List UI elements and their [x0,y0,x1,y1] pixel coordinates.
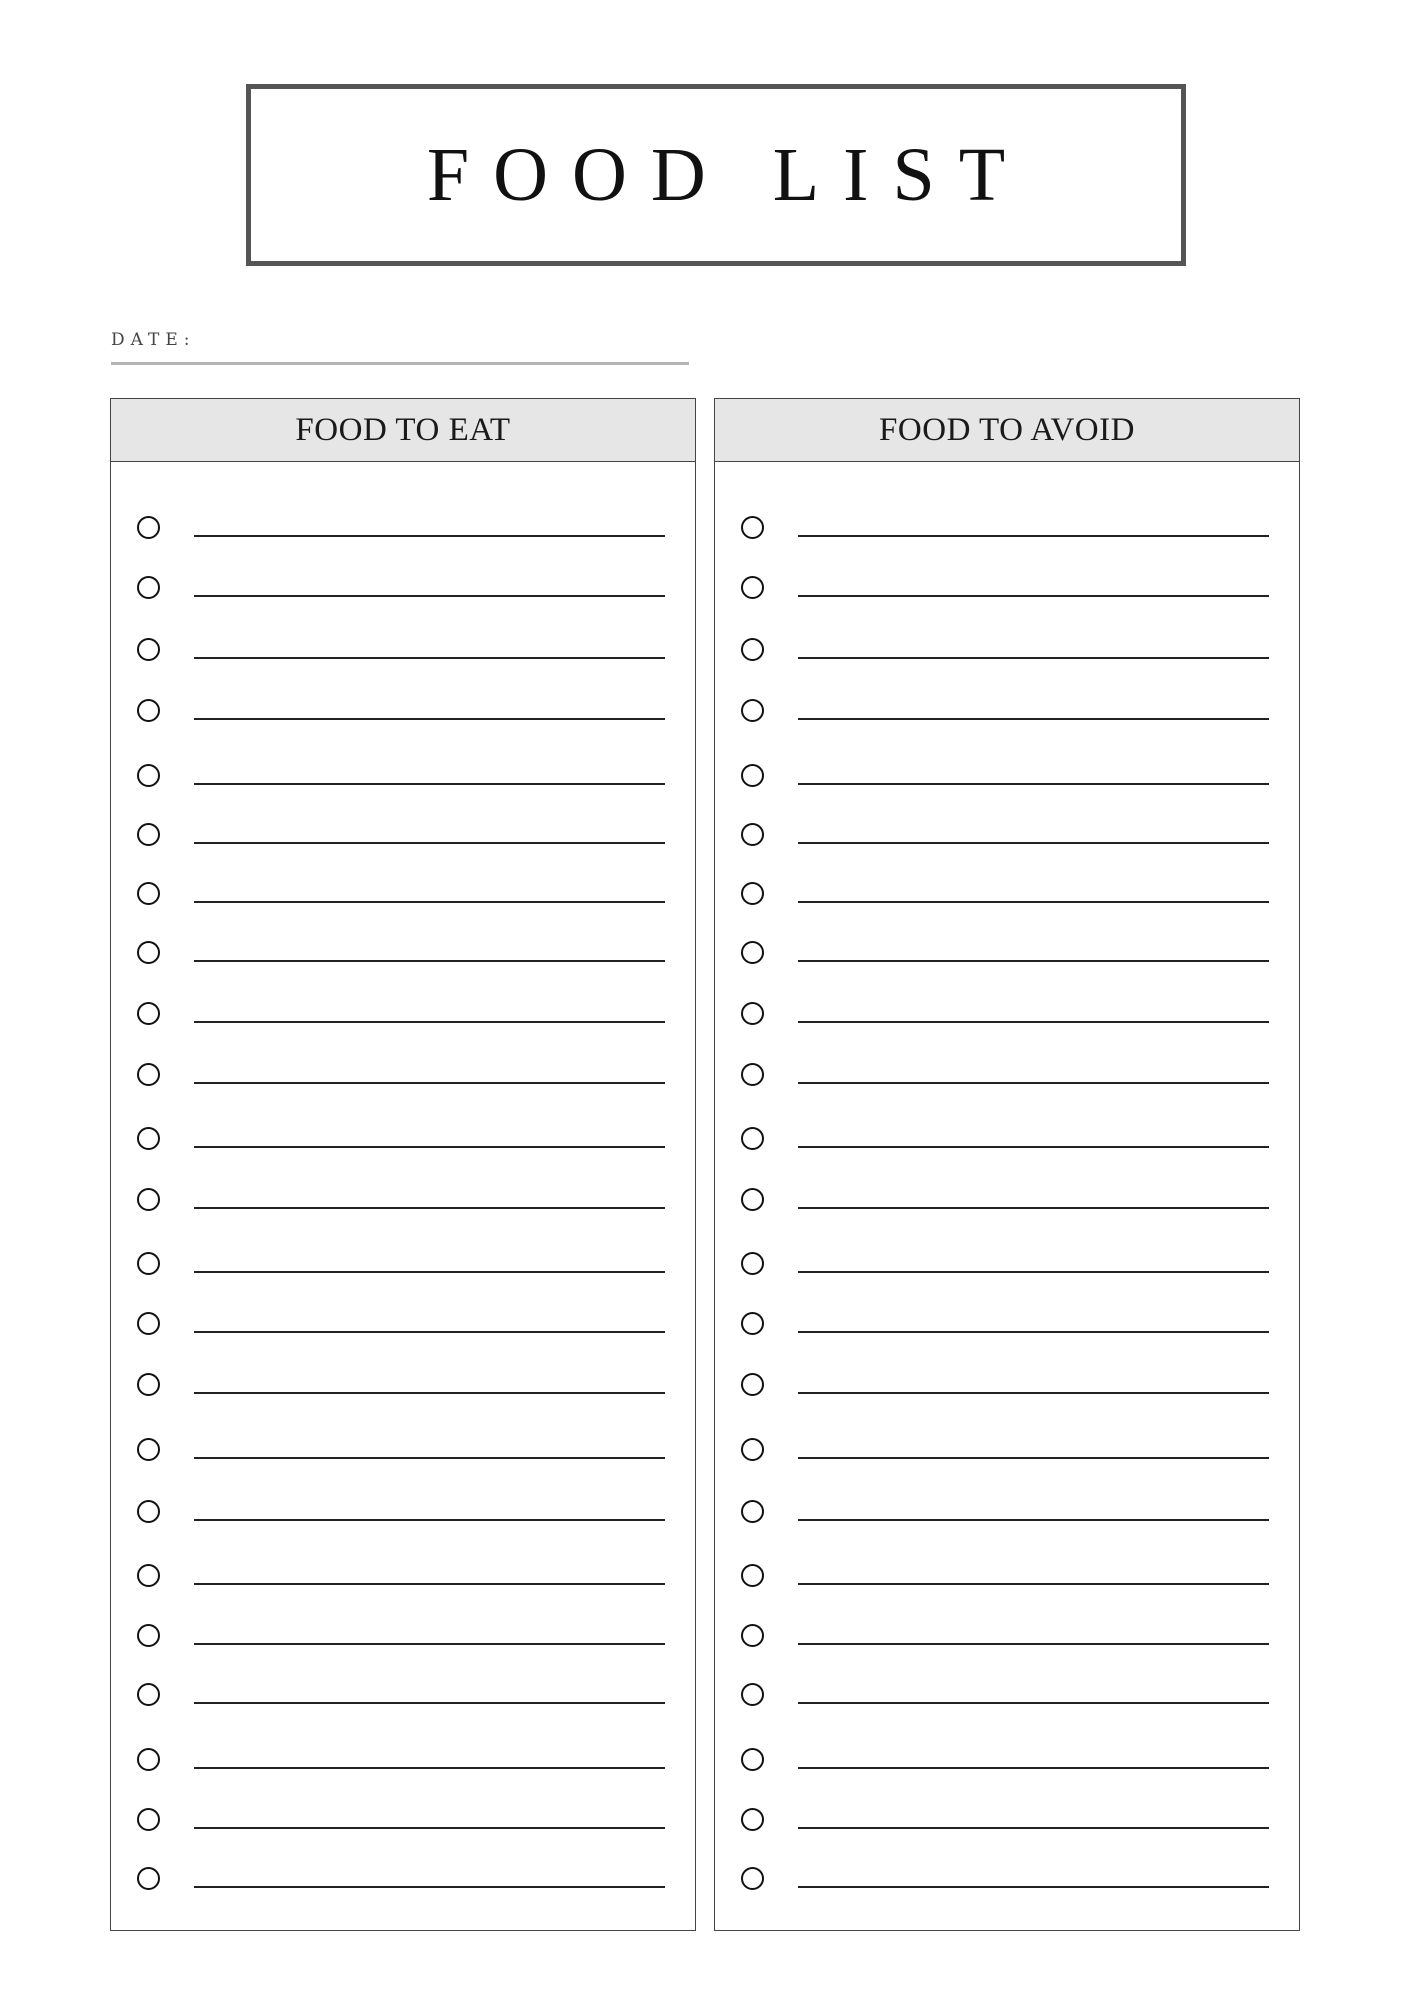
item-entry-line[interactable] [194,1827,665,1829]
item-entry-line[interactable] [194,1457,665,1459]
item-entry-line[interactable] [798,1519,1269,1521]
item-entry-line[interactable] [194,1583,665,1585]
checkbox-circle[interactable] [741,638,764,661]
checkbox-circle[interactable] [741,699,764,722]
list-item[interactable] [111,1564,695,1594]
list-item[interactable] [715,1438,1299,1468]
food-to-avoid-panel [714,398,1300,1931]
list-item[interactable] [715,1127,1299,1157]
checkbox-circle[interactable] [741,1252,764,1275]
checkbox-circle[interactable] [137,576,160,599]
list-item[interactable] [111,882,695,912]
checkbox-circle[interactable] [741,1808,764,1831]
list-item[interactable] [715,882,1299,912]
item-entry-line[interactable] [194,1643,665,1645]
checkbox-circle[interactable] [741,1373,764,1396]
list-item[interactable] [111,699,695,729]
item-entry-line[interactable] [798,657,1269,659]
checkbox-circle[interactable] [137,1683,160,1706]
list-item[interactable] [715,516,1299,546]
item-entry-line[interactable] [194,901,665,903]
checkbox-circle[interactable] [741,764,764,787]
item-entry-line[interactable] [194,1702,665,1704]
list-item[interactable] [111,1808,695,1838]
list-item[interactable] [715,1312,1299,1342]
item-entry-line[interactable] [798,1702,1269,1704]
list-item[interactable] [715,1624,1299,1654]
food-to-avoid-title: FOOD TO AVOID [879,411,1135,448]
list-item[interactable] [111,1438,695,1468]
list-item[interactable] [111,941,695,971]
list-item[interactable] [111,638,695,668]
item-entry-line[interactable] [798,1021,1269,1023]
list-item[interactable] [715,1500,1299,1530]
checkbox-circle[interactable] [137,1127,160,1150]
food-to-eat-header [111,399,695,462]
item-entry-line[interactable] [798,783,1269,785]
list-item[interactable] [715,638,1299,668]
checkbox-circle[interactable] [137,764,160,787]
checkbox-circle[interactable] [137,882,160,905]
checkbox-circle[interactable] [741,1867,764,1890]
checkbox-circle[interactable] [741,1500,764,1523]
item-entry-line[interactable] [798,901,1269,903]
list-item[interactable] [111,1624,695,1654]
checkbox-circle[interactable] [741,823,764,846]
checkbox-circle[interactable] [137,699,160,722]
list-item[interactable] [111,1252,695,1282]
checkbox-circle[interactable] [741,1312,764,1335]
checkbox-circle[interactable] [137,941,160,964]
checkbox-circle[interactable] [741,1683,764,1706]
item-entry-line[interactable] [798,1207,1269,1209]
checkbox-circle[interactable] [741,1624,764,1647]
checkbox-circle[interactable] [137,1063,160,1086]
list-item[interactable] [715,764,1299,794]
list-item[interactable] [111,1188,695,1218]
checkbox-circle[interactable] [741,941,764,964]
item-entry-line[interactable] [798,960,1269,962]
list-item[interactable] [111,516,695,546]
food-to-avoid-header [715,399,1299,462]
checkbox-circle[interactable] [137,1438,160,1461]
item-entry-line[interactable] [194,1886,665,1888]
list-item[interactable] [111,823,695,853]
item-entry-line[interactable] [194,1331,665,1333]
list-item[interactable] [715,1808,1299,1838]
item-entry-line[interactable] [798,1082,1269,1084]
checkbox-circle[interactable] [137,823,160,846]
item-entry-line[interactable] [194,1146,665,1148]
checkbox-circle[interactable] [741,1063,764,1086]
checkbox-circle[interactable] [137,1624,160,1647]
list-item[interactable] [111,1373,695,1403]
item-entry-line[interactable] [798,1331,1269,1333]
item-entry-line[interactable] [798,1886,1269,1888]
list-item[interactable] [715,1748,1299,1778]
item-entry-line[interactable] [798,842,1269,844]
checkbox-circle[interactable] [137,1373,160,1396]
item-entry-line[interactable] [194,657,665,659]
list-item[interactable] [111,1002,695,1032]
list-item[interactable] [111,1683,695,1713]
item-entry-line[interactable] [798,718,1269,720]
checkbox-circle[interactable] [137,1867,160,1890]
item-entry-line[interactable] [194,718,665,720]
list-item[interactable] [715,1373,1299,1403]
item-entry-line[interactable] [798,1583,1269,1585]
checkbox-circle[interactable] [137,1808,160,1831]
item-entry-line[interactable] [194,1021,665,1023]
title-box [246,84,1186,266]
list-item[interactable] [715,1188,1299,1218]
checkbox-circle[interactable] [137,1312,160,1335]
item-entry-line[interactable] [798,1643,1269,1645]
checkbox-circle[interactable] [137,1564,160,1587]
list-item[interactable] [111,1748,695,1778]
list-item[interactable] [715,941,1299,971]
item-entry-line[interactable] [798,1457,1269,1459]
item-entry-line[interactable] [798,595,1269,597]
checkbox-circle[interactable] [741,1127,764,1150]
list-item[interactable] [111,1063,695,1093]
checkbox-circle[interactable] [741,1564,764,1587]
checkbox-circle[interactable] [137,1252,160,1275]
item-entry-line[interactable] [194,842,665,844]
date-field[interactable] [111,362,689,365]
checkbox-circle[interactable] [741,516,764,539]
checkbox-circle[interactable] [741,882,764,905]
list-item[interactable] [715,1252,1299,1282]
item-entry-line[interactable] [798,535,1269,537]
date-label: DATE: [111,330,196,350]
item-entry-line[interactable] [194,595,665,597]
item-entry-line[interactable] [194,535,665,537]
food-to-eat-title: FOOD TO EAT [295,411,511,448]
list-item[interactable] [111,1127,695,1157]
food-to-eat-panel [110,398,696,1931]
list-item[interactable] [111,576,695,606]
item-entry-line[interactable] [798,1392,1269,1394]
checkbox-circle[interactable] [741,1188,764,1211]
item-entry-line[interactable] [194,1767,665,1769]
checkbox-circle[interactable] [137,516,160,539]
item-entry-line[interactable] [194,1271,665,1273]
checkbox-circle[interactable] [741,1438,764,1461]
list-item[interactable] [715,823,1299,853]
checkbox-circle[interactable] [741,576,764,599]
checkbox-circle[interactable] [137,1500,160,1523]
page-title: FOOD LIST [426,133,1030,217]
list-item[interactable] [715,1867,1299,1897]
item-entry-line[interactable] [194,783,665,785]
item-entry-line[interactable] [798,1767,1269,1769]
checkbox-circle[interactable] [741,1748,764,1771]
item-entry-line[interactable] [798,1271,1269,1273]
item-entry-line[interactable] [194,1519,665,1521]
item-entry-line[interactable] [194,960,665,962]
list-item[interactable] [715,1683,1299,1713]
list-item[interactable] [715,699,1299,729]
item-entry-line[interactable] [798,1146,1269,1148]
list-item[interactable] [715,1564,1299,1594]
list-item[interactable] [715,1002,1299,1032]
item-entry-line[interactable] [194,1207,665,1209]
checkbox-circle[interactable] [137,1002,160,1025]
checkbox-circle[interactable] [137,1188,160,1211]
list-item[interactable] [111,1867,695,1897]
checkbox-circle[interactable] [137,1748,160,1771]
checkbox-circle[interactable] [137,638,160,661]
list-item[interactable] [715,576,1299,606]
item-entry-line[interactable] [798,1827,1269,1829]
checkbox-circle[interactable] [741,1002,764,1025]
list-item[interactable] [715,1063,1299,1093]
list-item[interactable] [111,1312,695,1342]
item-entry-line[interactable] [194,1082,665,1084]
item-entry-line[interactable] [194,1392,665,1394]
list-item[interactable] [111,764,695,794]
list-item[interactable] [111,1500,695,1530]
